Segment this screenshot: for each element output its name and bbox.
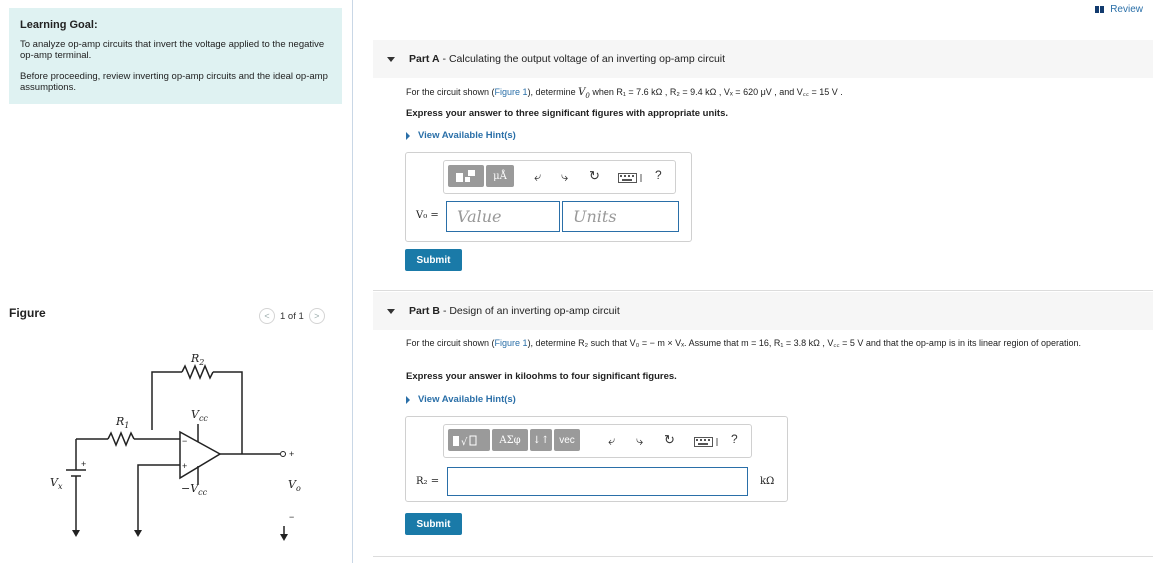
part-b-answer-box (405, 416, 788, 502)
help-icon[interactable]: ? (731, 432, 738, 446)
undo-icon[interactable]: ⤶ (608, 433, 616, 448)
templates-icon (452, 433, 486, 447)
label-opamp-minus: − (182, 436, 188, 446)
collapse-caret-icon (387, 309, 395, 314)
next-figure-button[interactable]: > (309, 308, 325, 324)
learning-goal-heading: Learning Goal: (20, 19, 98, 31)
part-a-question-pre: For the circuit shown ( (406, 87, 495, 97)
v0-label: V₀ = (416, 210, 439, 221)
keyboard-icon[interactable] (694, 437, 720, 447)
svg-text:√: √ (461, 437, 468, 447)
label-opamp-plus: + (182, 461, 188, 471)
part-a-header[interactable] (373, 40, 1153, 78)
part-b-submit-button[interactable]: Submit (405, 513, 462, 535)
keyboard-icon[interactable] (618, 173, 644, 183)
part-b-question-post: ), determine R₂ such that V₀ = − m × Vₓ. Assume that m = 16, R₁ = 3.8 kΩ , V꜀꜀ = 5 V and that the op-amp is in its linear region of operation. (527, 338, 1082, 348)
part-a-question-post: ), determine (527, 87, 576, 97)
label-vo: $V_o$ (288, 478, 301, 493)
learning-goal-text: To analyze op-amp circuits that invert the voltage applied to the negative op-amp terminal. (20, 39, 325, 61)
part-a-question-rest: when R₁ = 7.6 kΩ , R₂ = 9.4 kΩ , Vₓ = 620 μV , and V꜀꜀ = 15 V . (589, 87, 843, 97)
r2-label: R₂ = (416, 476, 440, 487)
greek-symbols-button[interactable]: ΑΣφ (492, 429, 528, 451)
part-b-header[interactable] (373, 292, 1153, 330)
left-panel (0, 0, 353, 563)
undo-icon[interactable]: ⤶ (534, 169, 542, 184)
label-neg-vcc: $-V_{cc}$ (181, 482, 208, 497)
part-a-tag: Part A (409, 53, 440, 65)
value-input[interactable] (446, 201, 560, 232)
bottom-divider (373, 556, 1153, 557)
review-label: Review (1110, 4, 1143, 15)
part-b-instruction: Express your answer in kiloohms to four significant figures. (406, 371, 677, 382)
units-input[interactable] (562, 201, 679, 232)
part-b-question-pre: For the circuit shown ( (406, 338, 495, 348)
part-a-answer-box (405, 152, 692, 242)
part-a-title: - Calculating the output voltage of an inverting op-amp circuit (442, 53, 726, 65)
subscript-button[interactable]: ↓↑ (530, 429, 552, 451)
redo-icon[interactable]: ⤷ (636, 433, 644, 448)
part-a-hint-label: View Available Hint(s) (418, 130, 516, 141)
prev-figure-button[interactable]: < (259, 308, 275, 324)
part-a-toolbar (443, 160, 676, 194)
label-r2: $R_2$ (191, 352, 205, 367)
label-output-plus: + (289, 449, 295, 459)
part-b-question (406, 337, 1146, 349)
figure-link-b[interactable]: Figure 1 (494, 338, 528, 348)
pager-text: 1 of 1 (280, 310, 304, 322)
reset-icon[interactable]: ↻ (589, 168, 600, 183)
part-a-question (406, 86, 843, 102)
figure-link-a[interactable]: Figure 1 (494, 87, 528, 97)
part-b-tag: Part B (409, 305, 440, 317)
learning-goal-box (9, 8, 342, 104)
r2-unit: kΩ (760, 476, 775, 487)
part-a-hint-toggle[interactable] (406, 130, 516, 141)
label-output-minus: − (289, 512, 295, 522)
vector-button[interactable]: vec (554, 429, 580, 451)
part-b-hint-label: View Available Hint(s) (418, 394, 516, 405)
collapse-caret-icon (387, 57, 395, 62)
label-vcc: $V_{cc}$ (191, 408, 208, 423)
templates-button[interactable] (448, 165, 484, 187)
templates-button[interactable] (448, 429, 490, 451)
figure-title: Figure (9, 306, 46, 320)
learning-goal-review-text: Before proceeding, review inverting op-amp circuits and the ideal op-amp assumptions. (20, 71, 328, 93)
review-icon (1095, 6, 1105, 13)
part-a-instruction: Express your answer to three significant figures with appropriate units. (406, 108, 729, 119)
label-vx: $V_x$ (50, 476, 63, 491)
part-divider (373, 290, 1153, 291)
part-a-submit-button[interactable]: Submit (405, 249, 462, 271)
templates-icon (455, 169, 477, 183)
hint-arrow-icon (406, 132, 410, 140)
figure-pager (259, 307, 325, 325)
op-amp-circuit-diagram (40, 340, 310, 550)
label-source-plus: + (81, 459, 87, 469)
units-symbol-button[interactable]: μÅ (486, 165, 514, 187)
hint-arrow-icon (406, 396, 410, 404)
redo-icon[interactable]: ⤷ (561, 169, 569, 184)
v0-symbol: $V_0$ (578, 87, 590, 100)
r2-input[interactable] (447, 467, 748, 496)
part-b-title: - Design of an inverting op-amp circuit (442, 305, 620, 317)
part-b-hint-toggle[interactable] (406, 394, 516, 405)
label-r1: $R_1$ (116, 415, 130, 430)
help-icon[interactable]: ? (655, 168, 662, 182)
review-link[interactable] (1095, 4, 1143, 15)
reset-icon[interactable]: ↻ (664, 432, 675, 447)
part-b-toolbar (443, 424, 752, 458)
